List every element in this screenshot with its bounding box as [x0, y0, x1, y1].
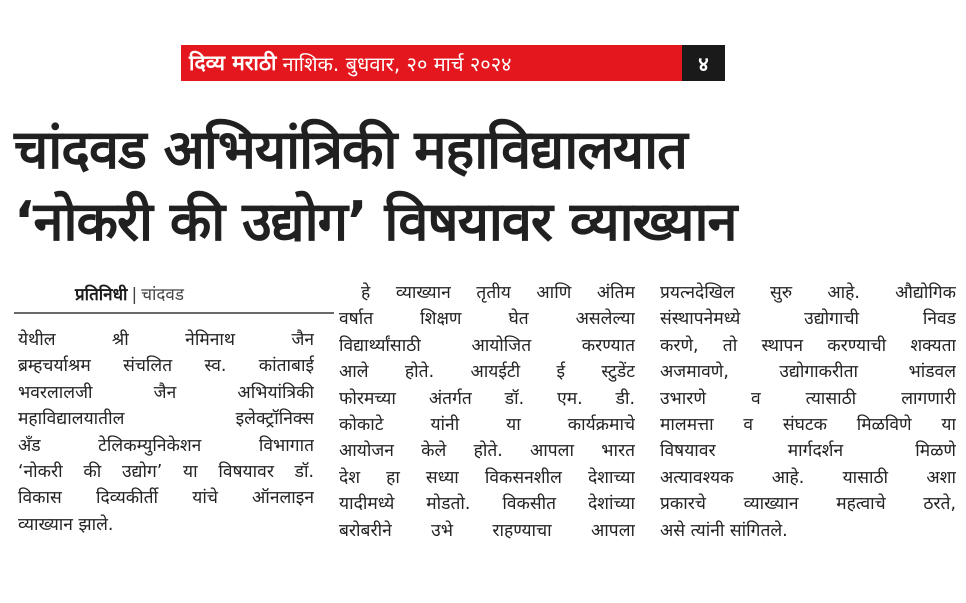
article-line: बरोबरीने उभे राहण्याचा आपला: [339, 520, 635, 541]
article-line: मालमत्ता व संघटक मिळविणे या: [660, 415, 956, 436]
article-line: विषयावर मार्गदर्शन मिळणे: [660, 441, 956, 462]
masthead-red-band: [181, 45, 682, 81]
article-line: ब्रम्हचर्याश्रम संचलित स्व. कांताबाई: [18, 356, 314, 377]
byline-divider: [14, 312, 334, 314]
article-line: अत्यावश्यक आहे. यासाठी अशा: [660, 467, 956, 488]
article-line: येथील श्री नेमिनाथ जैन: [18, 330, 314, 350]
article-line: अँड टेलिकम्युनिकेशन विभागात: [18, 435, 314, 456]
article-column-3: [660, 280, 956, 544]
article-line: प्रकारचे व्याख्यान महत्वाचे ठरते,: [660, 494, 956, 515]
article-line: आयोजन केले होते. आपला भारत: [339, 441, 635, 462]
article-line: असे त्यांनी सांगितले.: [660, 520, 788, 541]
article-line: वर्षात शिक्षण घेत असलेल्या: [339, 309, 635, 330]
article-line: ‘नोकरी की उद्योग’ या विषयावर डॉ.: [18, 462, 314, 483]
article-line: उभारणे व त्यासाठी लागणारी: [660, 388, 956, 409]
article-line: विद्यार्थ्यांसाठी आयोजित करण्यात: [339, 335, 635, 356]
article-column-2: [339, 280, 635, 544]
article-line: हे व्याख्यान तृतीय आणि अंतिम: [361, 283, 635, 303]
article-line: प्रयत्नदेखिल सुरु आहे. औद्योगिक: [660, 283, 956, 303]
byline-reporter: प्रतिनिधी: [75, 285, 128, 305]
article-column-1: [18, 327, 314, 538]
article-line: यादीमध्ये मोडतो. विकसीत देशांच्या: [339, 494, 635, 515]
article-line: आले होते. आयईटी ई स्टुडेंट: [339, 362, 635, 383]
dateline: नाशिक. बुधवार, २० मार्च २०२४: [282, 51, 512, 76]
article-line: भवरलालजी जैन अभियांत्रिकी: [18, 382, 314, 403]
headline-line-2: ‘नोकरी की उद्योग’ विषयावर व्याख्यान: [14, 190, 737, 253]
headline-line-1: चांदवड अभियांत्रिकी महाविद्यालयात: [14, 118, 687, 181]
page-number-badge: ४: [682, 45, 725, 81]
article-line: अजमावणे, उद्योगाकरीता भांडवल: [660, 362, 956, 383]
article-line: फोरमच्या अंतर्गत डॉ. एम. डी.: [339, 388, 635, 409]
byline-separator: |: [131, 285, 138, 305]
brand-logo: दिव्य मराठी: [189, 51, 277, 75]
byline: [75, 282, 325, 305]
article-line: महाविद्यालयातील इलेक्ट्रॉनिक्स: [18, 409, 314, 430]
article-line: विकास दिव्यकीर्ती यांचे ऑनलाइन: [18, 488, 314, 509]
headline: [14, 114, 959, 258]
masthead-bar: [181, 45, 725, 81]
article-line: संस्थापनेमध्ये उद्योगाची निवड: [660, 309, 956, 330]
article-line: कोकाटे यांनी या कार्यक्रमाचे: [339, 415, 635, 436]
article-line: करणे, तो स्थापन करण्याची शक्यता: [660, 335, 956, 356]
article-line: व्याख्यान झाले.: [18, 514, 114, 535]
byline-city: चांदवड: [141, 285, 184, 305]
article-line: देश हा सध्या विकसनशील देशाच्या: [339, 467, 635, 488]
